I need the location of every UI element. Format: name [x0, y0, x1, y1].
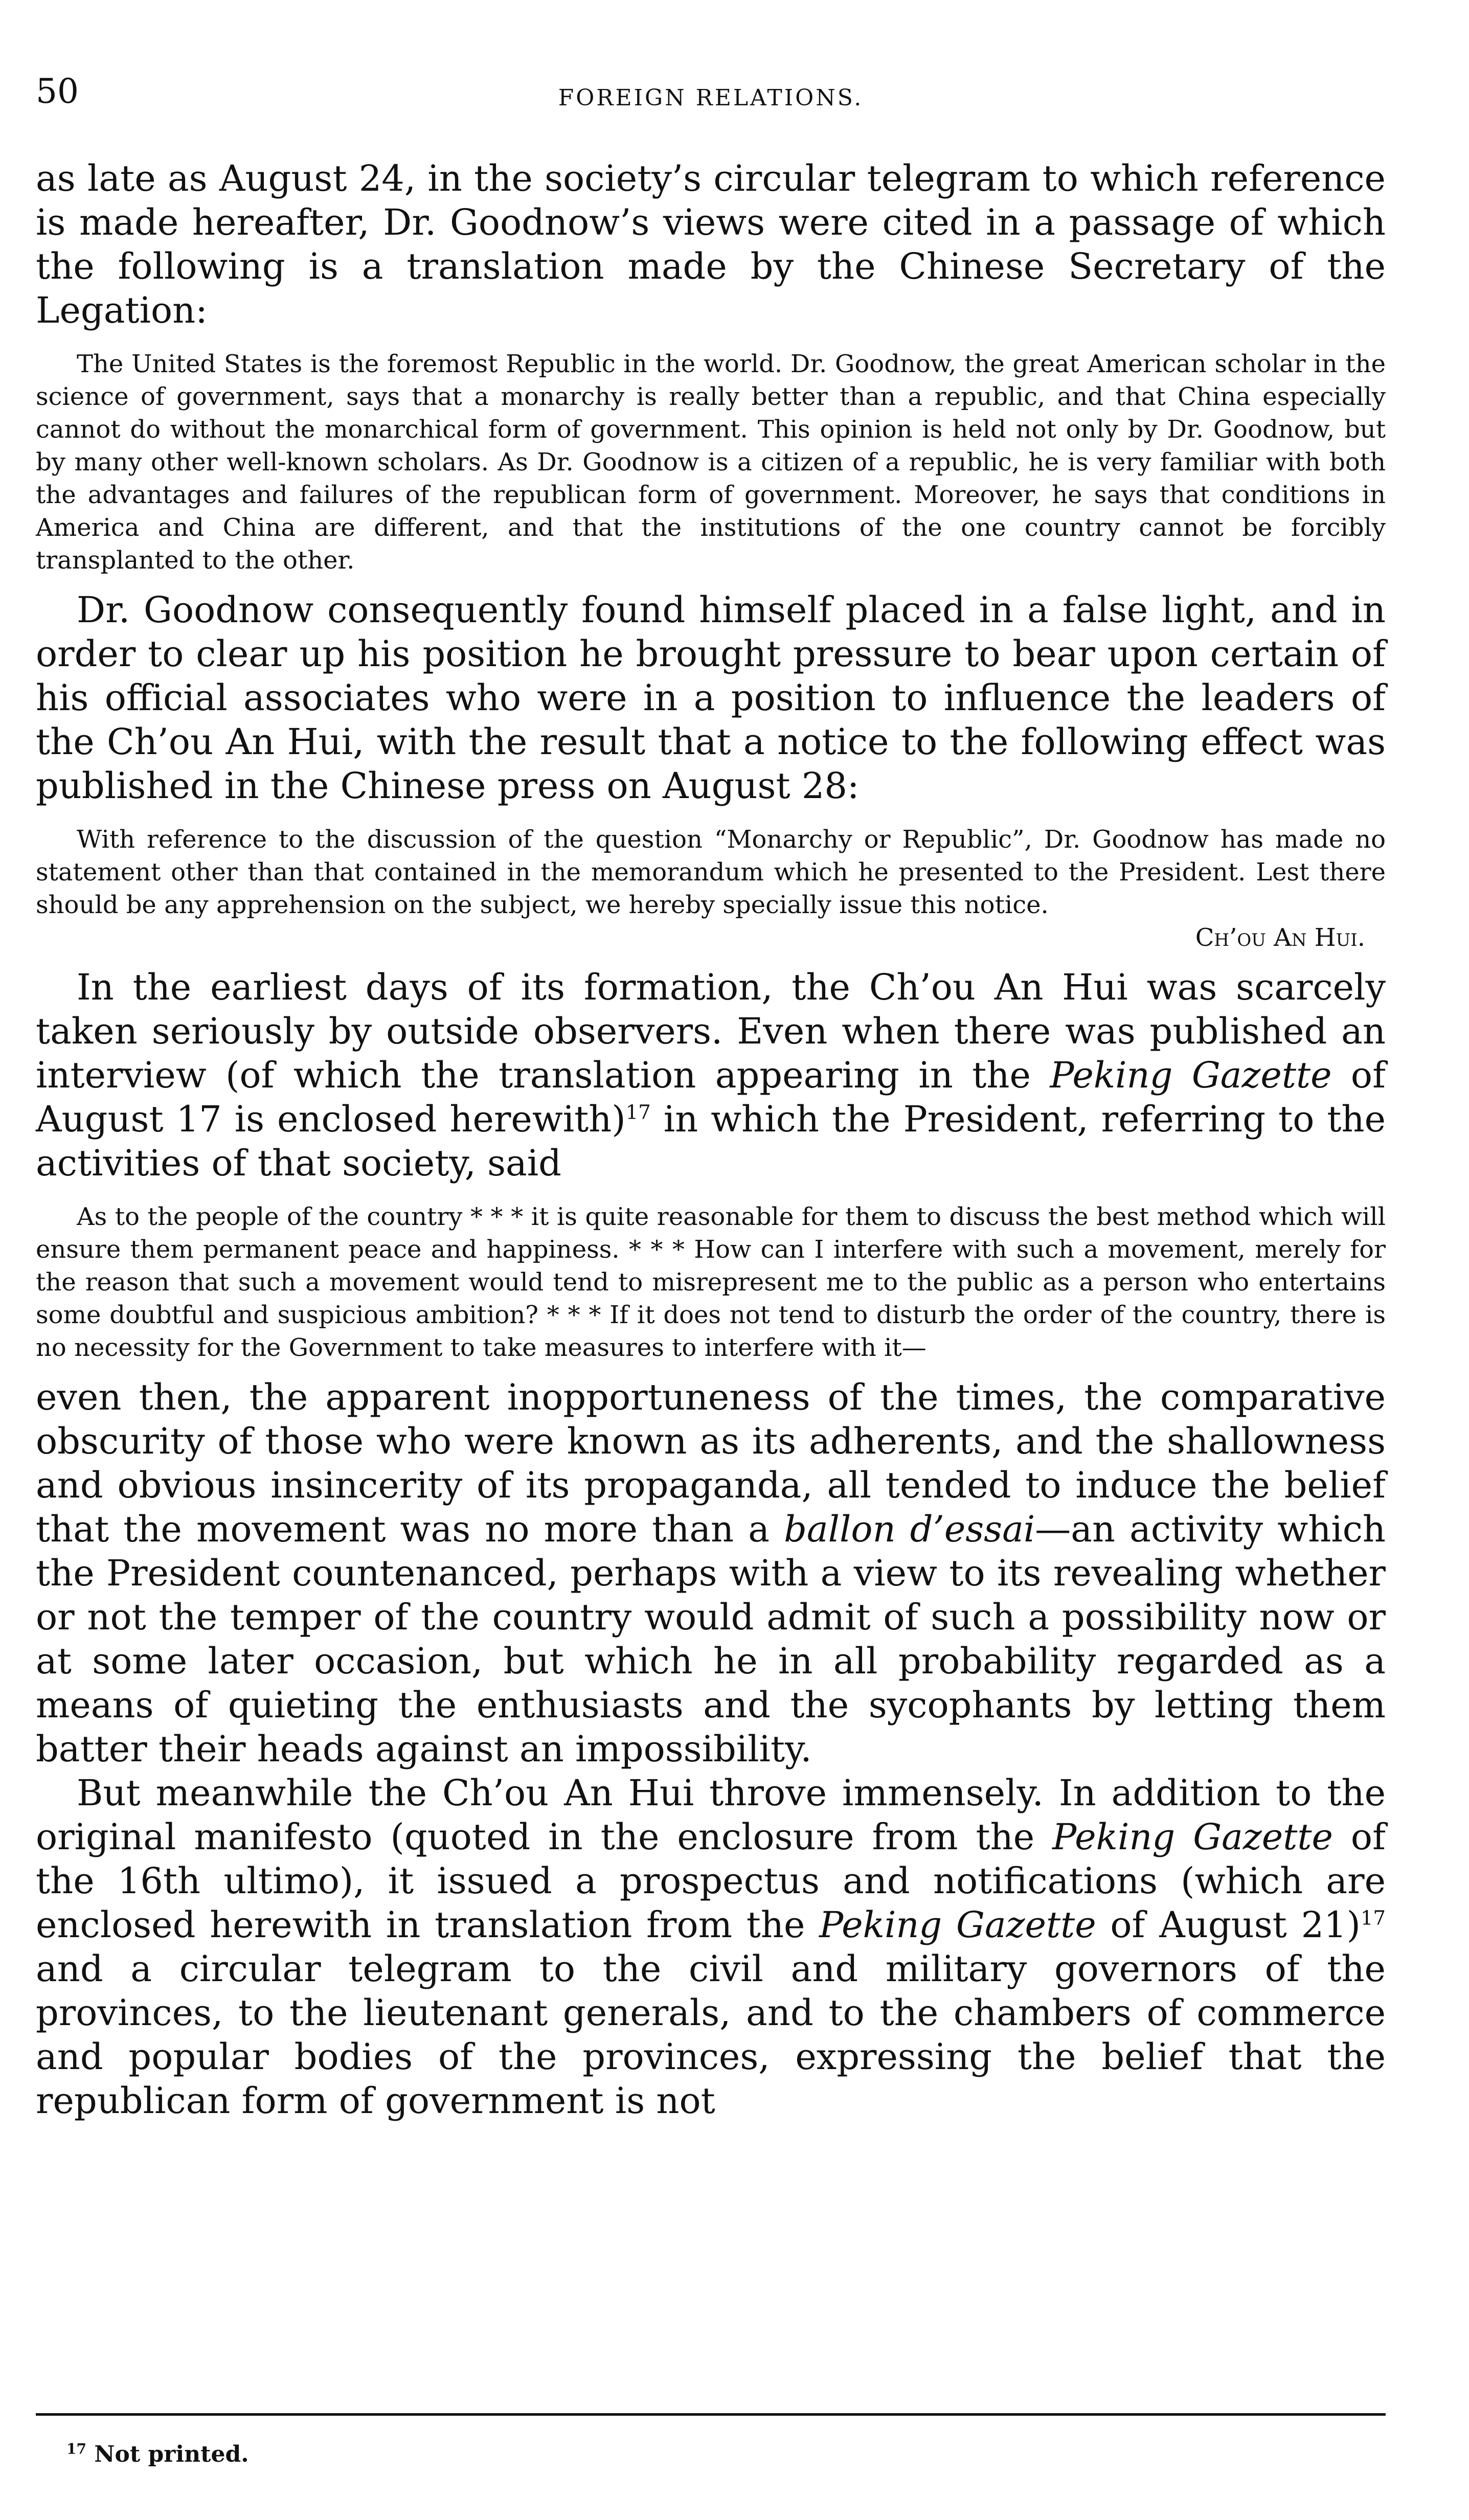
paragraph-3-italic: Peking Gazette [1050, 1054, 1332, 1096]
footnote-ref: 17 [1360, 1906, 1386, 1930]
quote-1 [36, 348, 1386, 577]
paragraph-3-text-a: In the earliest days of its formation, the Ch’ou An Hui was scarcely taken seriously by outside observers. Even when there was published an interview (of which the translation appearing in the [36, 966, 1386, 1096]
page-header [36, 72, 1386, 133]
paragraph-4 [36, 1375, 1386, 1771]
paragraph-5-text-d: and a circular telegram to the civil and military governors of the provinces, to the lieutenant generals, and to the chambers of commerce and popular bodies of the provinces, expressing the belief that the republican form of government is not [36, 1948, 1386, 2122]
paragraph-1: as late as August 24, in the society’s circular telegram to which reference is made hereafter, Dr. Goodnow’s views were cited in a passage of which the following is a translation made by the Chinese Secretary of the Legation: [36, 157, 1386, 331]
footnote-marker: 17 [66, 2440, 86, 2458]
quote-2-signature: Ch’ou An Hui. [1195, 923, 1365, 952]
footnote-ref: 17 [625, 1101, 651, 1124]
quote-1-text: The United States is the foremost Republic in the world. Dr. Goodnow, the great American scholar in the science of government, says that a monarchy is really better than a republic, and that China especially cannot do without the monarchical form of government. This opinion is held not only by Dr. Goodnow, but by many other well-known scholars. As Dr. Goodnow is a citizen of a republic, he is very familiar with both the advantages and failures of the republican form of government. Moreover, he says that conditions in America and China are different, and that the institutions of the one country cannot be forcibly transplanted to the other. [36, 350, 1386, 575]
paragraph-3-text-c: in which the President, referring to the activities of that society, said [36, 1098, 1386, 1184]
paragraph-5 [36, 1771, 1386, 2123]
page-number: 50 [36, 72, 79, 111]
quote-3 [36, 1200, 1386, 1364]
paragraph-4-text-b: —an activity which the President countenanced, perhaps with a view to its revealing whether or not the temper of the country would admit of such a possibility now or at some later occasion, but which he in all probability regarded as a means of quieting the enthusiasts and the sycophants by letting them batter their heads against an impossibility. [36, 1508, 1386, 1770]
footnote [66, 2441, 249, 2467]
quote-2 [36, 823, 1386, 954]
paragraph-5-text-a: But meanwhile the Ch’ou An Hui throve immensely. In addition to the original manifesto (quoted in the enclosure from the [36, 1772, 1386, 1858]
paragraph-4-italic: ballon d’essai [784, 1508, 1035, 1550]
page-body [36, 156, 1386, 2123]
paragraph-4-text-a: even then, the apparent inopportuneness of the times, the comparative obscurity of those who were known as its adherents, and the shallowness and obvious insincerity of its propaganda, all tended to induce the belief that the movement was no more than a [36, 1376, 1386, 1550]
paragraph-3 [36, 965, 1386, 1185]
paragraph-5-italic-2: Peking Gazette [819, 1904, 1096, 1946]
quote-3-text: As to the people of the country * * * it is quite reasonable for them to discuss the best method which will ensure them permanent peace and happiness. * * * How can I interfere with such a movement, merely for the reason that such a movement would tend to misrepresent me to the public as a person who entertains some doubtful and suspicious ambition? * * * If it does not tend to disturb the order of the country, there is no necessity for the Government to take measures to interfere with it— [36, 1202, 1386, 1362]
paragraph-5-text-b: of the 16th ultimo), it issued a prospectus and notifications (which are enclosed herewith in translation from the [36, 1816, 1386, 1946]
quote-2-text: With reference to the discussion of the question “Monarchy or Republic”, Dr. Goodnow has made no statement other than that contained in the memorandum which he presented to the President. Lest there should be any apprehension on the subject, we hereby specially issue this notice. [36, 825, 1386, 919]
paragraph-3-text-b: of August 17 is enclosed herewith) [36, 1054, 1386, 1140]
paragraph-5-italic-1: Peking Gazette [1052, 1816, 1333, 1858]
footnote-divider [36, 2413, 1386, 2416]
running-head: FOREIGN RELATIONS. [558, 85, 864, 111]
paragraph-5-text-c: of August 21) [1096, 1904, 1361, 1946]
paragraph-2: Dr. Goodnow consequently found himself placed in a false light, and in order to clear up his position he brought pressure to bear upon certain of his official associates who were in a position to influence the leaders of the Ch’ou An Hui, with the result that a notice to the following effect was published in the Chinese press on August 28: [36, 589, 1386, 807]
footnote-text: Not printed. [86, 2441, 249, 2467]
